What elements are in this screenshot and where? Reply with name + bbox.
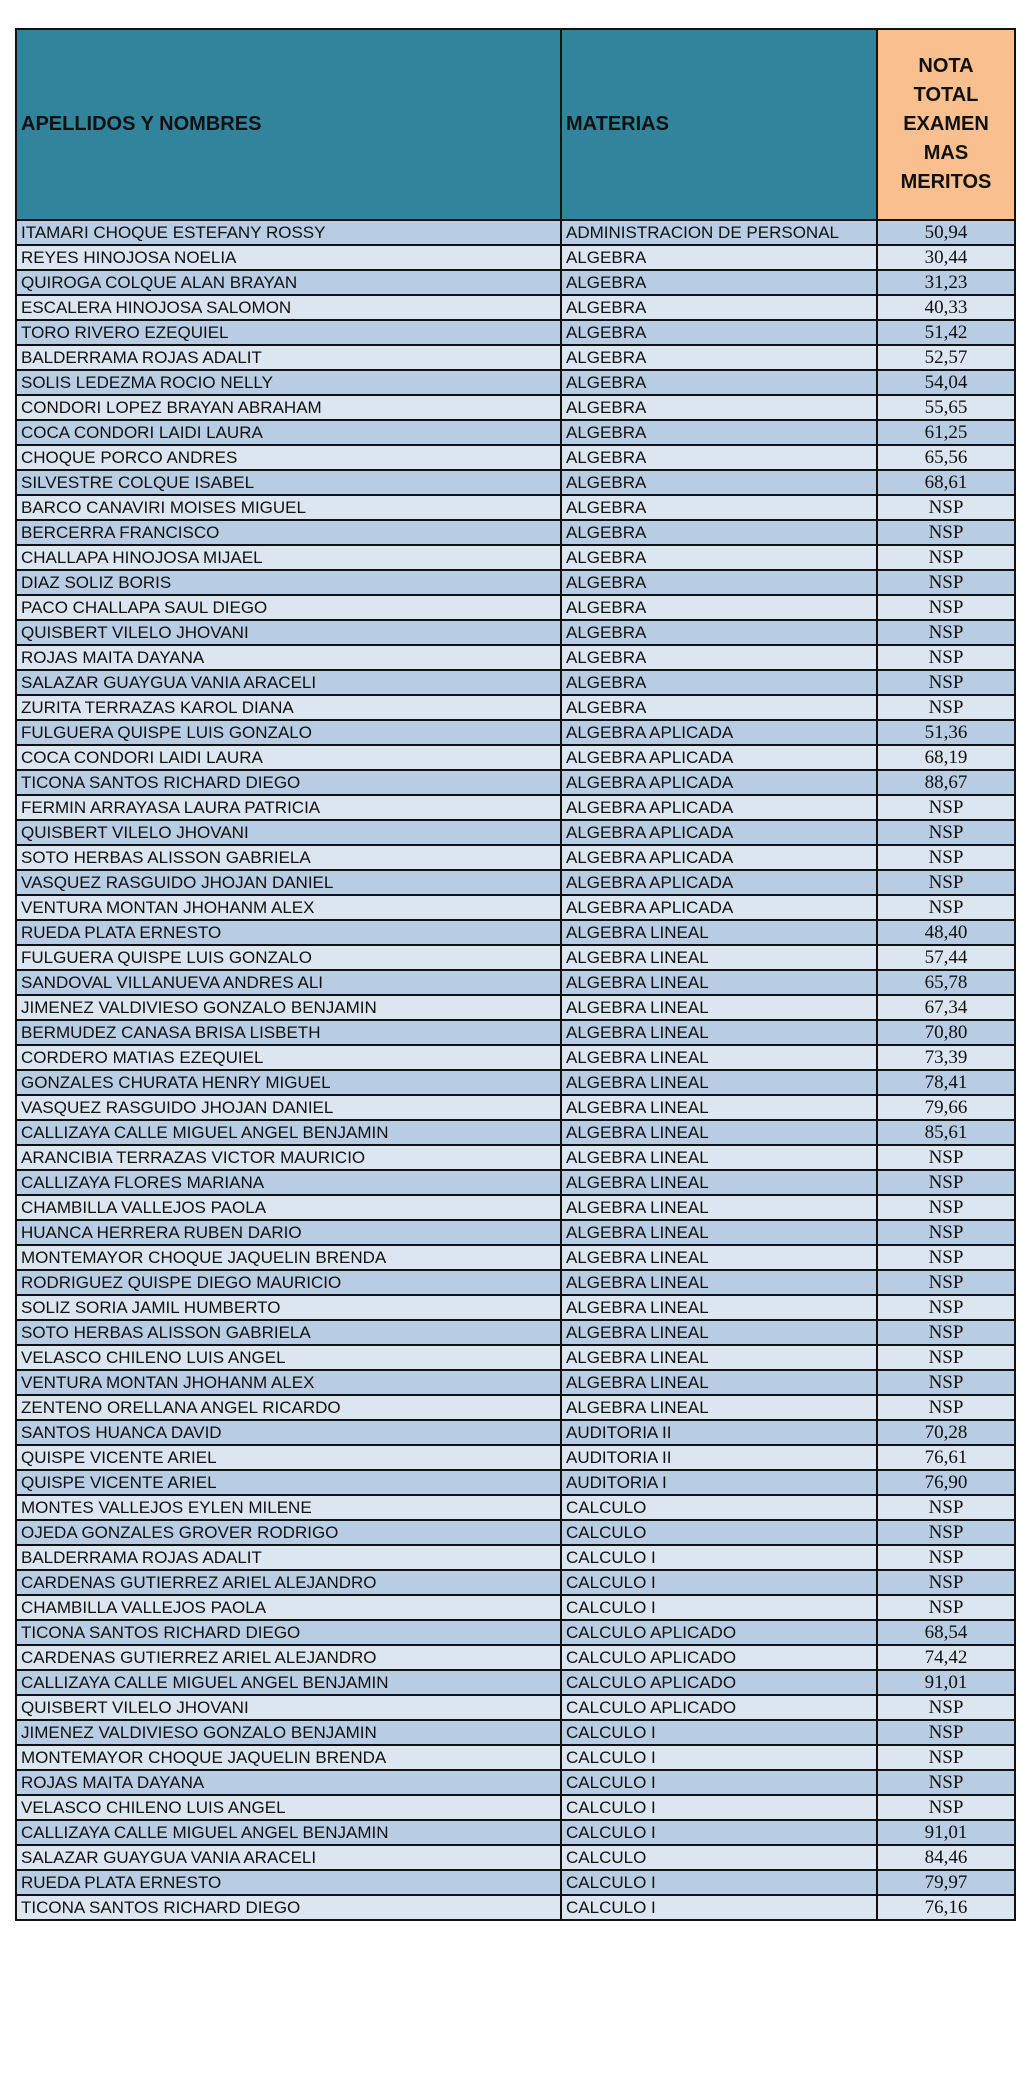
table-row [16,620,1015,645]
cell-score: 76,61 [877,1445,1015,1470]
cell-score: NSP [877,1395,1015,1420]
table-row [16,1495,1015,1520]
table-row [16,845,1015,870]
cell-score: NSP [877,595,1015,620]
table-row [16,945,1015,970]
cell-name: ROJAS MAITA DAYANA [16,1770,561,1795]
cell-subject: CALCULO I [561,1720,877,1745]
table-row [16,870,1015,895]
cell-subject: CALCULO APLICADO [561,1670,877,1695]
cell-score: NSP [877,1320,1015,1345]
cell-name: SOTO HERBAS ALISSON GABRIELA [16,1320,561,1345]
table-row [16,1670,1015,1695]
table-row [16,995,1015,1020]
cell-score: NSP [877,495,1015,520]
cell-score: 54,04 [877,370,1015,395]
table-row [16,1545,1015,1570]
table-row [16,1870,1015,1895]
cell-subject: ALGEBRA LINEAL [561,1120,877,1145]
cell-score: 73,39 [877,1045,1015,1070]
cell-score: 70,28 [877,1420,1015,1445]
cell-name: ESCALERA HINOJOSA SALOMON [16,295,561,320]
table-row [16,1745,1015,1770]
cell-subject: ALGEBRA [561,695,877,720]
cell-name: QUISPE VICENTE ARIEL [16,1470,561,1495]
cell-name: BALDERRAMA ROJAS ADALIT [16,345,561,370]
cell-name: SANTOS HUANCA DAVID [16,1420,561,1445]
cell-score: NSP [877,870,1015,895]
cell-score: 40,33 [877,295,1015,320]
cell-name: RODRIGUEZ QUISPE DIEGO MAURICIO [16,1270,561,1295]
cell-score: 84,46 [877,1845,1015,1870]
cell-name: MONTES VALLEJOS EYLEN MILENE [16,1495,561,1520]
cell-score: 68,61 [877,470,1015,495]
cell-subject: CALCULO APLICADO [561,1645,877,1670]
cell-score: NSP [877,1545,1015,1570]
cell-name: VENTURA MONTAN JHOHANM ALEX [16,895,561,920]
cell-score: 51,42 [877,320,1015,345]
table-body [16,220,1015,1920]
table-row [16,1245,1015,1270]
cell-name: SALAZAR GUAYGUA VANIA ARACELI [16,1845,561,1870]
cell-name: CHAMBILLA VALLEJOS PAOLA [16,1595,561,1620]
cell-score: NSP [877,1145,1015,1170]
cell-name: CALLIZAYA CALLE MIGUEL ANGEL BENJAMIN [16,1670,561,1695]
cell-name: VASQUEZ RASGUIDO JHOJAN DANIEL [16,1095,561,1120]
cell-subject: CALCULO I [561,1870,877,1895]
cell-subject: CALCULO I [561,1770,877,1795]
cell-score: NSP [877,670,1015,695]
cell-score: 31,23 [877,270,1015,295]
cell-name: CHALLAPA HINOJOSA MIJAEL [16,545,561,570]
cell-name: CARDENAS GUTIERREZ ARIEL ALEJANDRO [16,1570,561,1595]
cell-subject: ALGEBRA [561,470,877,495]
table-row [16,445,1015,470]
table-row [16,1020,1015,1045]
cell-name: TICONA SANTOS RICHARD DIEGO [16,770,561,795]
cell-score: 51,36 [877,720,1015,745]
cell-name: RUEDA PLATA ERNESTO [16,920,561,945]
cell-score: NSP [877,1495,1015,1520]
cell-name: BARCO CANAVIRI MOISES MIGUEL [16,495,561,520]
cell-score: NSP [877,1720,1015,1745]
cell-subject: ALGEBRA APLICADA [561,795,877,820]
cell-score: 91,01 [877,1820,1015,1845]
table-row [16,220,1015,245]
cell-score: NSP [877,1370,1015,1395]
cell-name: RUEDA PLATA ERNESTO [16,1870,561,1895]
table-row [16,1095,1015,1120]
cell-subject: ALGEBRA LINEAL [561,1370,877,1395]
table-row [16,1795,1015,1820]
cell-subject: ALGEBRA LINEAL [561,970,877,995]
table-row [16,1070,1015,1095]
cell-score: 68,54 [877,1620,1015,1645]
cell-score: NSP [877,1745,1015,1770]
cell-subject: CALCULO I [561,1745,877,1770]
cell-name: TORO RIVERO EZEQUIEL [16,320,561,345]
table-row [16,1820,1015,1845]
cell-subject: CALCULO I [561,1820,877,1845]
table-row [16,1370,1015,1395]
cell-name: CALLIZAYA CALLE MIGUEL ANGEL BENJAMIN [16,1120,561,1145]
cell-name: COCA CONDORI LAIDI LAURA [16,745,561,770]
cell-score: 55,65 [877,395,1015,420]
cell-score: NSP [877,1570,1015,1595]
table-row [16,1295,1015,1320]
table-row [16,345,1015,370]
cell-name: CHAMBILLA VALLEJOS PAOLA [16,1195,561,1220]
table-row [16,1845,1015,1870]
cell-subject: ALGEBRA [561,670,877,695]
cell-name: JIMENEZ VALDIVIESO GONZALO BENJAMIN [16,1720,561,1745]
cell-subject: ALGEBRA LINEAL [561,1045,877,1070]
table-row [16,570,1015,595]
cell-subject: CALCULO I [561,1570,877,1595]
cell-name: ZURITA TERRAZAS KAROL DIANA [16,695,561,720]
table-row [16,645,1015,670]
cell-score: NSP [877,1295,1015,1320]
cell-subject: ALGEBRA LINEAL [561,1395,877,1420]
cell-score: NSP [877,1345,1015,1370]
table-row [16,1470,1015,1495]
cell-subject: ALGEBRA [561,420,877,445]
cell-subject: CALCULO [561,1845,877,1870]
cell-score: NSP [877,620,1015,645]
cell-subject: ALGEBRA LINEAL [561,945,877,970]
cell-score: 76,90 [877,1470,1015,1495]
cell-name: VENTURA MONTAN JHOHANM ALEX [16,1370,561,1395]
table-row [16,1170,1015,1195]
cell-name: SOLIS LEDEZMA ROCIO NELLY [16,370,561,395]
cell-subject: ALGEBRA [561,595,877,620]
cell-subject: CALCULO [561,1520,877,1545]
cell-subject: CALCULO I [561,1595,877,1620]
cell-name: ITAMARI CHOQUE ESTEFANY ROSSY [16,220,561,245]
cell-name: FERMIN ARRAYASA LAURA PATRICIA [16,795,561,820]
cell-name: GONZALES CHURATA HENRY MIGUEL [16,1070,561,1095]
cell-name: BALDERRAMA ROJAS ADALIT [16,1545,561,1570]
cell-score: 74,42 [877,1645,1015,1670]
table-row [16,1045,1015,1070]
cell-subject: CALCULO I [561,1795,877,1820]
cell-name: FULGUERA QUISPE LUIS GONZALO [16,945,561,970]
cell-name: BERMUDEZ CANASA BRISA LISBETH [16,1020,561,1045]
table-row [16,370,1015,395]
cell-score: 50,94 [877,220,1015,245]
cell-subject: ALGEBRA [561,645,877,670]
cell-subject: ALGEBRA LINEAL [561,1195,877,1220]
cell-score: 76,16 [877,1895,1015,1920]
cell-subject: ALGEBRA LINEAL [561,1320,877,1345]
cell-score: NSP [877,1170,1015,1195]
cell-subject: AUDITORIA II [561,1445,877,1470]
cell-subject: ALGEBRA [561,620,877,645]
cell-score: NSP [877,520,1015,545]
cell-subject: AUDITORIA II [561,1420,877,1445]
cell-subject: ALGEBRA LINEAL [561,1145,877,1170]
table-row [16,670,1015,695]
cell-name: SOLIZ SORIA JAMIL HUMBERTO [16,1295,561,1320]
table-row [16,1145,1015,1170]
cell-name: VELASCO CHILENO LUIS ANGEL [16,1795,561,1820]
cell-subject: ALGEBRA LINEAL [561,920,877,945]
cell-subject: ALGEBRA [561,545,877,570]
cell-score: 91,01 [877,1670,1015,1695]
cell-subject: CALCULO APLICADO [561,1695,877,1720]
cell-name: DIAZ SOLIZ BORIS [16,570,561,595]
cell-subject: ALGEBRA APLICADA [561,820,877,845]
cell-score: NSP [877,545,1015,570]
cell-score: 52,57 [877,345,1015,370]
table-row [16,895,1015,920]
cell-name: CALLIZAYA CALLE MIGUEL ANGEL BENJAMIN [16,1820,561,1845]
cell-score: NSP [877,1795,1015,1820]
table-row [16,395,1015,420]
cell-subject: ALGEBRA LINEAL [561,1245,877,1270]
cell-score: NSP [877,1195,1015,1220]
cell-subject: ALGEBRA [561,370,877,395]
cell-name: TICONA SANTOS RICHARD DIEGO [16,1620,561,1645]
cell-subject: ALGEBRA [561,570,877,595]
cell-subject: CALCULO APLICADO [561,1620,877,1645]
cell-subject: CALCULO [561,1495,877,1520]
table-row [16,1520,1015,1545]
cell-score: NSP [877,895,1015,920]
cell-score: 65,56 [877,445,1015,470]
table-row [16,920,1015,945]
cell-name: HUANCA HERRERA RUBEN DARIO [16,1220,561,1245]
cell-name: CARDENAS GUTIERREZ ARIEL ALEJANDRO [16,1645,561,1670]
table-row [16,1695,1015,1720]
cell-subject: ALGEBRA [561,495,877,520]
cell-score: NSP [877,1770,1015,1795]
table-row [16,320,1015,345]
cell-score: NSP [877,1595,1015,1620]
table-row [16,495,1015,520]
cell-subject: ALGEBRA LINEAL [561,995,877,1020]
cell-name: CHOQUE PORCO ANDRES [16,445,561,470]
cell-score: 67,34 [877,995,1015,1020]
cell-subject: ALGEBRA [561,520,877,545]
cell-name: JIMENEZ VALDIVIESO GONZALO BENJAMIN [16,995,561,1020]
table-row [16,420,1015,445]
cell-name: PACO CHALLAPA SAUL DIEGO [16,595,561,620]
header-score [877,29,1015,220]
cell-name: QUIROGA COLQUE ALAN BRAYAN [16,270,561,295]
cell-subject: ALGEBRA APLICADA [561,845,877,870]
table-row [16,1195,1015,1220]
cell-score: 65,78 [877,970,1015,995]
cell-subject: ADMINISTRACION DE PERSONAL [561,220,877,245]
cell-score: 61,25 [877,420,1015,445]
table-row [16,245,1015,270]
cell-subject: ALGEBRA [561,445,877,470]
cell-score: 79,97 [877,1870,1015,1895]
cell-score: 79,66 [877,1095,1015,1120]
table-row [16,595,1015,620]
table-row [16,820,1015,845]
cell-name: TICONA SANTOS RICHARD DIEGO [16,1895,561,1920]
table-row [16,745,1015,770]
cell-name: ROJAS MAITA DAYANA [16,645,561,670]
table-row [16,720,1015,745]
cell-score: NSP [877,820,1015,845]
cell-name: SOTO HERBAS ALISSON GABRIELA [16,845,561,870]
cell-name: OJEDA GONZALES GROVER RODRIGO [16,1520,561,1545]
table-row [16,1120,1015,1145]
table-row [16,295,1015,320]
cell-subject: ALGEBRA [561,320,877,345]
table-row [16,795,1015,820]
header-score-label: NOTA TOTAL EXAMEN MAS MERITOS [900,55,992,193]
cell-name: CORDERO MATIAS EZEQUIEL [16,1045,561,1070]
cell-name: QUISBERT VILELO JHOVANI [16,1695,561,1720]
table-row [16,270,1015,295]
cell-name: QUISBERT VILELO JHOVANI [16,620,561,645]
table-row [16,520,1015,545]
cell-subject: CALCULO I [561,1545,877,1570]
table-row [16,1270,1015,1295]
cell-name: VASQUEZ RASGUIDO JHOJAN DANIEL [16,870,561,895]
table-row [16,1720,1015,1745]
cell-score: 48,40 [877,920,1015,945]
cell-subject: AUDITORIA I [561,1470,877,1495]
cell-score: NSP [877,1695,1015,1720]
cell-name: FULGUERA QUISPE LUIS GONZALO [16,720,561,745]
cell-score: NSP [877,1270,1015,1295]
cell-subject: ALGEBRA LINEAL [561,1220,877,1245]
cell-subject: ALGEBRA [561,345,877,370]
table-row [16,1345,1015,1370]
table-row [16,1595,1015,1620]
table-row [16,545,1015,570]
table-row [16,1770,1015,1795]
cell-subject: ALGEBRA LINEAL [561,1170,877,1195]
cell-subject: ALGEBRA LINEAL [561,1345,877,1370]
table-row [16,770,1015,795]
cell-subject: ALGEBRA APLICADA [561,895,877,920]
cell-subject: ALGEBRA LINEAL [561,1070,877,1095]
cell-score: 85,61 [877,1120,1015,1145]
cell-subject: ALGEBRA LINEAL [561,1295,877,1320]
cell-subject: ALGEBRA LINEAL [561,1095,877,1120]
table-row [16,1445,1015,1470]
cell-name: ARANCIBIA TERRAZAS VICTOR MAURICIO [16,1145,561,1170]
cell-score: NSP [877,845,1015,870]
cell-subject: ALGEBRA LINEAL [561,1270,877,1295]
cell-name: CALLIZAYA FLORES MARIANA [16,1170,561,1195]
cell-name: MONTEMAYOR CHOQUE JAQUELIN BRENDA [16,1245,561,1270]
table-row [16,1395,1015,1420]
cell-subject: ALGEBRA LINEAL [561,1020,877,1045]
cell-subject: CALCULO I [561,1895,877,1920]
table-header [16,29,1015,220]
table-row [16,1570,1015,1595]
cell-subject: ALGEBRA APLICADA [561,870,877,895]
cell-score: 78,41 [877,1070,1015,1095]
cell-score: 57,44 [877,945,1015,970]
cell-score: NSP [877,795,1015,820]
cell-subject: ALGEBRA APLICADA [561,720,877,745]
grades-table [15,28,1016,1921]
cell-subject: ALGEBRA APLICADA [561,745,877,770]
cell-name: SALAZAR GUAYGUA VANIA ARACELI [16,670,561,695]
cell-score: 88,67 [877,770,1015,795]
cell-score: 70,80 [877,1020,1015,1045]
cell-name: BERCERRA FRANCISCO [16,520,561,545]
cell-score: NSP [877,645,1015,670]
cell-score: NSP [877,1220,1015,1245]
table-row [16,970,1015,995]
table-row [16,695,1015,720]
cell-name: MONTEMAYOR CHOQUE JAQUELIN BRENDA [16,1745,561,1770]
cell-score: NSP [877,1245,1015,1270]
cell-name: QUISPE VICENTE ARIEL [16,1445,561,1470]
cell-score: 68,19 [877,745,1015,770]
cell-subject: ALGEBRA [561,270,877,295]
cell-name: SILVESTRE COLQUE ISABEL [16,470,561,495]
table-row [16,470,1015,495]
header-row [16,29,1015,220]
cell-subject: ALGEBRA [561,245,877,270]
cell-name: VELASCO CHILENO LUIS ANGEL [16,1345,561,1370]
cell-name: REYES HINOJOSA NOELIA [16,245,561,270]
cell-name: CONDORI LOPEZ BRAYAN ABRAHAM [16,395,561,420]
table-row [16,1320,1015,1345]
cell-name: ZENTENO ORELLANA ANGEL RICARDO [16,1395,561,1420]
cell-score: NSP [877,695,1015,720]
cell-subject: ALGEBRA [561,295,877,320]
header-subject: MATERIAS [561,29,877,220]
cell-name: COCA CONDORI LAIDI LAURA [16,420,561,445]
table-row [16,1895,1015,1920]
cell-score: NSP [877,1520,1015,1545]
cell-subject: ALGEBRA [561,395,877,420]
cell-score: 30,44 [877,245,1015,270]
table-row [16,1645,1015,1670]
table-row [16,1620,1015,1645]
cell-subject: ALGEBRA APLICADA [561,770,877,795]
cell-name: QUISBERT VILELO JHOVANI [16,820,561,845]
table-row [16,1420,1015,1445]
table-row [16,1220,1015,1245]
header-name: APELLIDOS Y NOMBRES [16,29,561,220]
cell-score: NSP [877,570,1015,595]
cell-name: SANDOVAL VILLANUEVA ANDRES ALI [16,970,561,995]
